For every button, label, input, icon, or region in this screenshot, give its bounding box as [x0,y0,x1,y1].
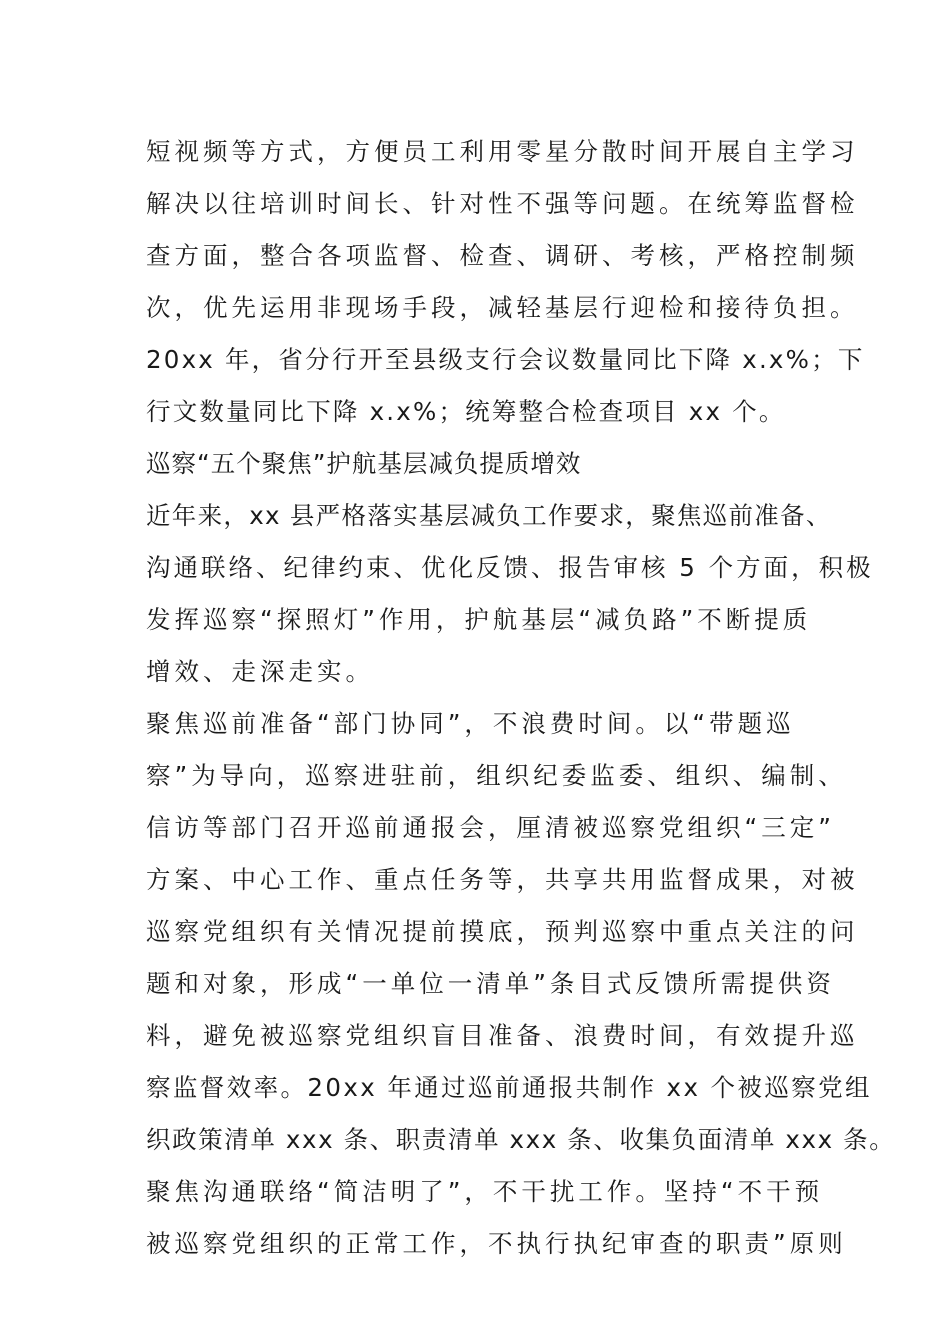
text-line: 信访等部门召开巡前通报会，厘清被巡察党组织“三定” [146,813,835,842]
section-heading: 巡察“五个聚焦”护航基层减负提质增效 [146,449,582,478]
text-line: 察监督效率。20xx 年通过巡前通报共制作 xx 个被巡察党组 [146,1073,872,1102]
text-line: 短视频等方式，方便员工利用零星分散时间开展自主学习 [146,137,859,166]
document-page [146,126,896,1270]
text-line: 巡察党组织有关情况提前摸底，预判巡察中重点关注的问 [146,917,859,946]
text-line: 解决以往培训时间长、针对性不强等问题。在统筹监督检 [146,189,859,218]
text-line: 次，优先运用非现场手段，减轻基层行迎检和接待负担。 [146,293,859,322]
text-line: 近年来，xx 县严格落实基层减负工作要求，聚焦巡前准备、 [146,501,832,530]
text-line: 被巡察党组织的正常工作，不执行执纪审查的职责”原则 [146,1229,847,1258]
text-line: 察”为导向，巡察进驻前，组织纪委监委、组织、编制、 [146,761,847,790]
text-line: 20xx 年，省分行开至县级支行会议数量同比下降 x.x%；下 [146,345,865,374]
text-line: 查方面，整合各项监督、检查、调研、考核，严格控制频 [146,241,859,270]
text-line: 织政策清单 xxx 条、职责清单 xxx 条、收集负面清单 xxx 条。 [146,1125,896,1154]
text-line: 行文数量同比下降 x.x%；统筹整合检查项目 xx 个。 [146,397,786,426]
text-line: 发挥巡察“探照灯”作用，护航基层“减负路”不断提质 [146,605,812,634]
text-line: 聚焦沟通联络“简洁明了”，不干扰工作。坚持“不干预 [146,1177,824,1206]
text-line: 方案、中心工作、重点任务等，共享共用监督成果，对被 [146,865,859,894]
text-line: 聚焦巡前准备“部门协同”，不浪费时间。以“带题巡 [146,709,795,738]
text-line: 增效、走深走实。 [146,657,374,686]
text-line: 料，避免被巡察党组织盲目准备、浪费时间，有效提升巡 [146,1021,859,1050]
text-line: 题和对象，形成“一单位一清单”条目式反馈所需提供资 [146,969,835,998]
text-line: 沟通联络、纪律约束、优化反馈、报告审核 5 个方面，积极 [146,553,874,582]
